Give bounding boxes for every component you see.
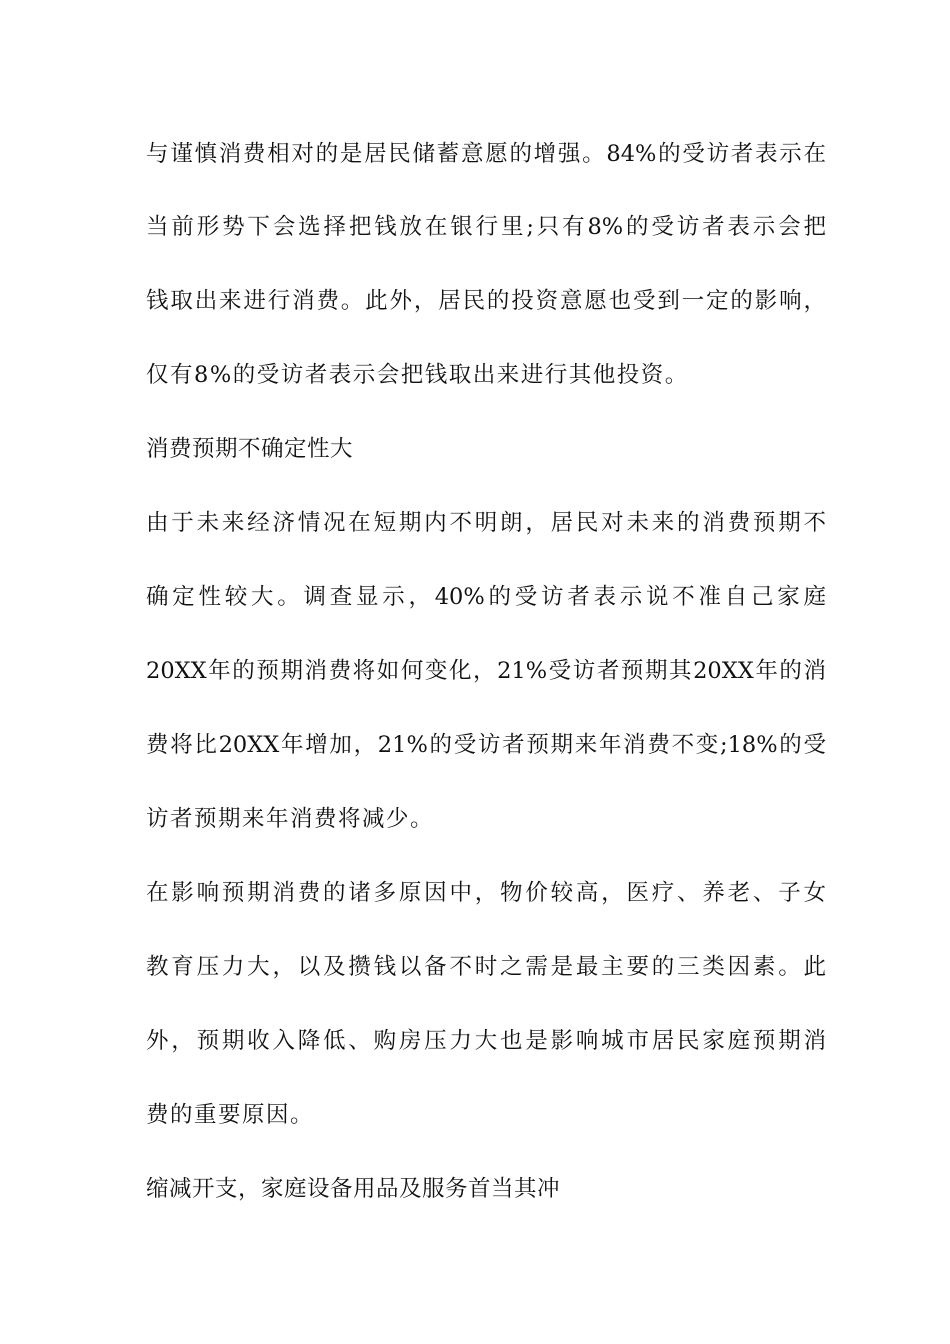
- paragraph-line: 外，预期收入降低、购房压力大也是影响城市居民家庭预期消: [146, 1028, 826, 1054]
- paragraph-line: 由于未来经济情况在短期内不明朗，居民对未来的消费预期不: [146, 510, 826, 536]
- section-heading: 消费预期不确定性大: [146, 436, 354, 462]
- paragraph-line: 在影响预期消费的诸多原因中，物价较高，医疗、养老、子女: [146, 880, 826, 906]
- paragraph-line: 20XX年的预期消费将如何变化，21%受访者预期其20XX年的消: [146, 658, 826, 684]
- paragraph-line: 当前形势下会选择把钱放在银行里;只有8%的受访者表示会把: [146, 214, 826, 240]
- section-heading: 缩减开支，家庭设备用品及服务首当其冲: [146, 1176, 561, 1202]
- paragraph-line: 仅有8%的受访者表示会把钱取出来进行其他投资。: [146, 362, 689, 388]
- paragraph-line: 钱取出来进行消费。此外，居民的投资意愿也受到一定的影响，: [146, 288, 826, 314]
- paragraph-line: 确定性较大。调查显示，40%的受访者表示说不准自己家庭: [146, 584, 826, 610]
- paragraph-line: 教育压力大，以及攒钱以备不时之需是最主要的三类因素。此: [146, 954, 826, 980]
- paragraph-line: 费将比20XX年增加，21%的受访者预期来年消费不变;18%的受: [146, 732, 826, 758]
- paragraph-line: 访者预期来年消费将减少。: [146, 806, 435, 832]
- paragraph-line: 费的重要原因。: [146, 1102, 315, 1128]
- paragraph-line: 与谨慎消费相对的是居民储蓄意愿的增强。84%的受访者表示在: [146, 141, 826, 167]
